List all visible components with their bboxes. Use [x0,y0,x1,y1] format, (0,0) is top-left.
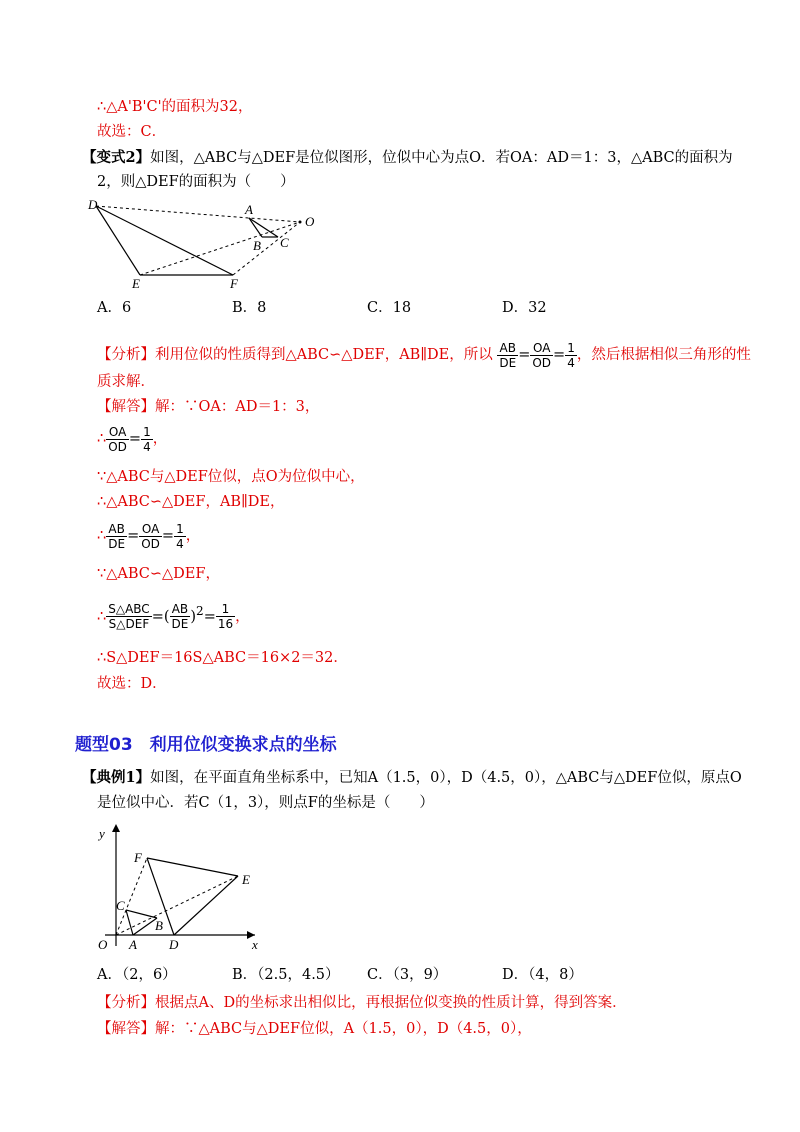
fraction: $\frac{AB}{DE}$ [108,521,126,551]
option-c: C．（3，9） [367,967,448,983]
option-d: D．32 [502,300,547,316]
label-F: F [134,850,142,865]
axis-x-label: x [252,937,258,952]
fraction: $\frac{OA}{OD}$ [141,521,160,551]
variant2-q1: 如图，△ABC与△DEF是位似图形，位似中心为点O．若OA：AD＝1：3，△ABC的面积为 [150,150,733,166]
example1-q1: 如图，在平面直角坐标系中，已知A（1.5，0），D（4.5，0），△ABC与△DEF位似，原点O [150,770,742,786]
fraction: $\frac{AB}{DE}$ [171,602,189,632]
answer-tag: 【解答】 [97,1021,155,1037]
label-origin: O [98,937,108,952]
axis-y-label: y [99,826,105,841]
label-O: O [305,214,315,229]
variant2-figure [80,192,330,292]
example1-tag: 【典例1】 [82,769,151,786]
area-conclusion: ∴△A'B'C'的面积为32， [97,99,253,115]
answer-tag: 【解答】 [97,399,155,415]
option-c: C．18 [367,300,412,316]
analysis-tag: 【分析】 [97,995,155,1011]
label-C: C [116,898,125,913]
variant2-answer-line1 [97,397,319,417]
answer-step7: ∴ $\frac{\text{S△ABC}}{\text{S△DEF}}$ =( $\frac{AB}{DE}$ )$^2$= $\frac{1}{16}$ ， [97,602,250,632]
label-E: E [242,872,250,887]
example1-question-line1 [82,768,742,788]
answer-step5: ∴ $\frac{AB}{DE}$ = $\frac{OA}{OD}$ = $\frac{1}{4}$ ， [97,521,201,551]
label-E: E [132,276,140,291]
fraction: $\frac{1}{4}$ [176,521,184,551]
label-B: B [155,918,163,933]
answer-step1: 解：∵OA：AD＝1：3， [155,399,320,415]
section-title: 题型03 利用位似变换求点的坐标 [75,735,337,755]
example1-answer [97,1019,532,1039]
fraction: $\frac{1}{16}$ [217,602,234,632]
label-F: F [230,276,238,291]
label-A: A [129,937,137,952]
answer-step1: 解：∵△ABC与△DEF位似，A（1.5，0），D（4.5，0）， [155,1021,532,1037]
analysis-text: 根据点A、D的坐标求出相似比，再根据位似变换的性质计算，得到答案． [155,995,627,1011]
answer-choice-d: 故选：D． [97,676,167,692]
variant2-analysis-line1: 【分析】利用位似的性质得到△ABC∽△DEF，AB∥DE，所以 $\frac{AB}{DE}$ = $\frac{OA}{OD}$ = $\frac{1}{4}$ ，然后根据相似三角形的性 [97,340,751,370]
fraction: $\frac{OA}{OD}$ [108,424,127,454]
fraction: $\frac{OA}{OD}$ [532,340,552,370]
answer-step8: ∴S△DEF＝16S△ABC＝16×2＝32． [97,650,348,666]
choice-c: 故选：C． [97,124,167,140]
option-d: D．（4，8） [502,967,583,983]
option-b: B．（2.5，4.5） [232,967,340,983]
variant2-tag: 【变式2】 [82,149,151,166]
label-D: D [169,937,179,952]
variant2-question-line2: 2，则△DEF的面积为（ ） [97,174,295,190]
fraction: $\frac{1}{4}$ [567,340,575,370]
label-D: D [88,197,98,212]
answer-step6: ∵△ABC∽△DEF， [97,566,220,582]
analysis-text2: ，然后根据相似三角形的性 [576,347,751,363]
variant2-analysis-line2: 质求解． [97,374,155,390]
label-A: A [245,202,253,217]
variant2-question-line1 [82,148,733,168]
fraction: $\frac{\text{S△ABC}}{\text{S△DEF}}$ [108,602,150,632]
option-b: B．8 [232,300,267,316]
example1-analysis [97,993,627,1013]
answer-step3: ∵△ABC与△DEF位似，点O为位似中心， [97,469,365,485]
fraction: $\frac{1}{4}$ [143,424,151,454]
example1-question-line2: 是位似中心．若C（1，3），则点F的坐标是（ ） [97,795,434,811]
analysis-tag: 【分析】 [97,347,155,363]
answer-step4: ∴△ABC∽△DEF，AB∥DE， [97,494,285,510]
analysis-text1: 利用位似的性质得到△ABC∽△DEF，AB∥DE，所以 [155,347,493,363]
example1-figure [85,818,275,953]
label-C: C [280,235,289,250]
label-B: B [253,238,261,253]
answer-step2: ∴ $\frac{OA}{OD}$ = $\frac{1}{4}$ ， [97,424,168,454]
fraction: $\frac{AB}{DE}$ [499,340,517,370]
option-a: A．6 [97,300,132,316]
option-a: A．（2，6） [97,967,177,983]
